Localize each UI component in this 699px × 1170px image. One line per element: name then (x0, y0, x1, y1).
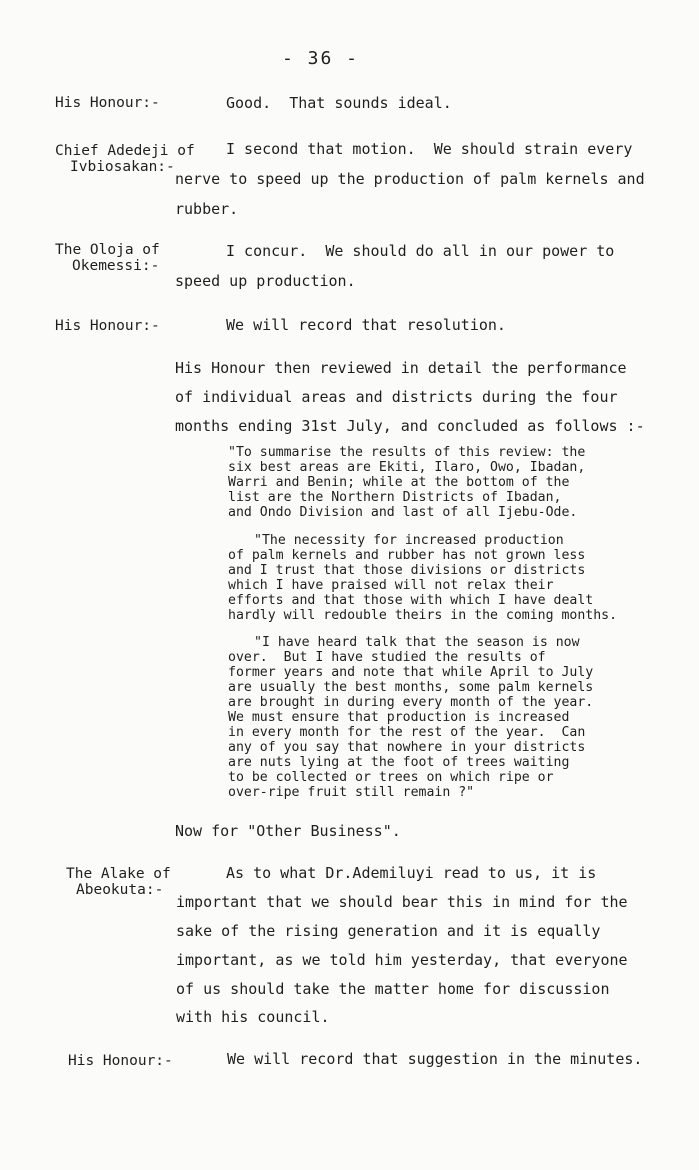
quote-line: six best areas are Ekiti, Ilaro, Owo, Ibadan, (228, 460, 586, 475)
quote-line: over. But I have studied the results of (228, 650, 546, 665)
quote-line: and I trust that those divisions or districts (228, 563, 586, 578)
quote-line: are usually the best months, some palm kernels (228, 680, 594, 695)
quote-line: former years and note that while April to July (228, 665, 594, 680)
quote-line: are nuts lying at the foot of trees waiting (228, 755, 570, 770)
speech-line: rubber. (175, 200, 239, 218)
speaker-label: His Honour:- (55, 95, 160, 111)
speech-line: nerve to speed up the production of palm kernels and (175, 170, 645, 188)
speaker-label: His Honour:- (55, 318, 160, 334)
section-line: Now for "Other Business". (175, 822, 401, 840)
speaker-label: The Oloja of (55, 242, 160, 258)
quote-line: of palm kernels and rubber has not grown less (228, 548, 586, 563)
quote-line: Warri and Benin; while at the bottom of the (228, 475, 570, 490)
speaker-label: Abeokuta:- (76, 882, 164, 898)
speaker-label: Okemessi:- (72, 258, 160, 274)
speech-line: of us should take the matter home for discussion (176, 980, 610, 998)
speech-line: Good. That sounds ideal. (226, 94, 452, 112)
quote-line: hardly will redouble theirs in the coming months. (228, 608, 618, 623)
narration-line: of individual areas and districts during the four (175, 388, 618, 406)
speaker-label: Chief Adedeji of (55, 143, 195, 159)
quote-line: efforts and that those with which I have dealt (228, 593, 594, 608)
speaker-label: Ivbiosakan:- (70, 159, 175, 175)
narration-line: His Honour then reviewed in detail the performance (175, 359, 627, 377)
quote-line: are brought in during every month of the year. (228, 695, 594, 710)
speaker-label: His Honour:- (68, 1053, 173, 1069)
speech-line: important that we should bear this in mind for the (176, 893, 628, 911)
speech-line: As to what Dr.Ademiluyi read to us, it is (226, 864, 597, 882)
speech-line: sake of the rising generation and it is equally (176, 922, 601, 940)
narration-line: months ending 31st July, and concluded as follows :- (175, 417, 645, 435)
speech-line: I second that motion. We should strain every (226, 140, 633, 158)
quote-line: any of you say that nowhere in your districts (228, 740, 586, 755)
speech-line: We will record that resolution. (226, 316, 506, 334)
speech-line: important, as we told him yesterday, that everyone (176, 951, 628, 969)
quote-line: over-ripe fruit still remain ?" (228, 785, 475, 800)
quote-line: "To summarise the results of this review: the (228, 445, 586, 460)
quote-line: to be collected or trees on which ripe or (228, 770, 554, 785)
quote-line: "I have heard talk that the season is now (254, 635, 580, 650)
speaker-label: The Alake of (66, 866, 171, 882)
quote-line: which I have praised will not relax their (228, 578, 554, 593)
speech-line: speed up production. (175, 272, 356, 290)
quote-line: We must ensure that production is increased (228, 710, 570, 725)
speech-line: I concur. We should do all in our power to (226, 242, 615, 260)
quote-line: in every month for the rest of the year. Can (228, 725, 586, 740)
speech-line: with his council. (176, 1008, 330, 1026)
page-number: - 36 - (282, 48, 360, 69)
quote-line: "The necessity for increased production (254, 533, 564, 548)
quote-line: and Ondo Division and last of all Ijebu-Ode. (228, 505, 578, 520)
speech-line: We will record that suggestion in the minutes. (227, 1050, 643, 1068)
quote-line: list are the Northern Districts of Ibadan, (228, 490, 562, 505)
